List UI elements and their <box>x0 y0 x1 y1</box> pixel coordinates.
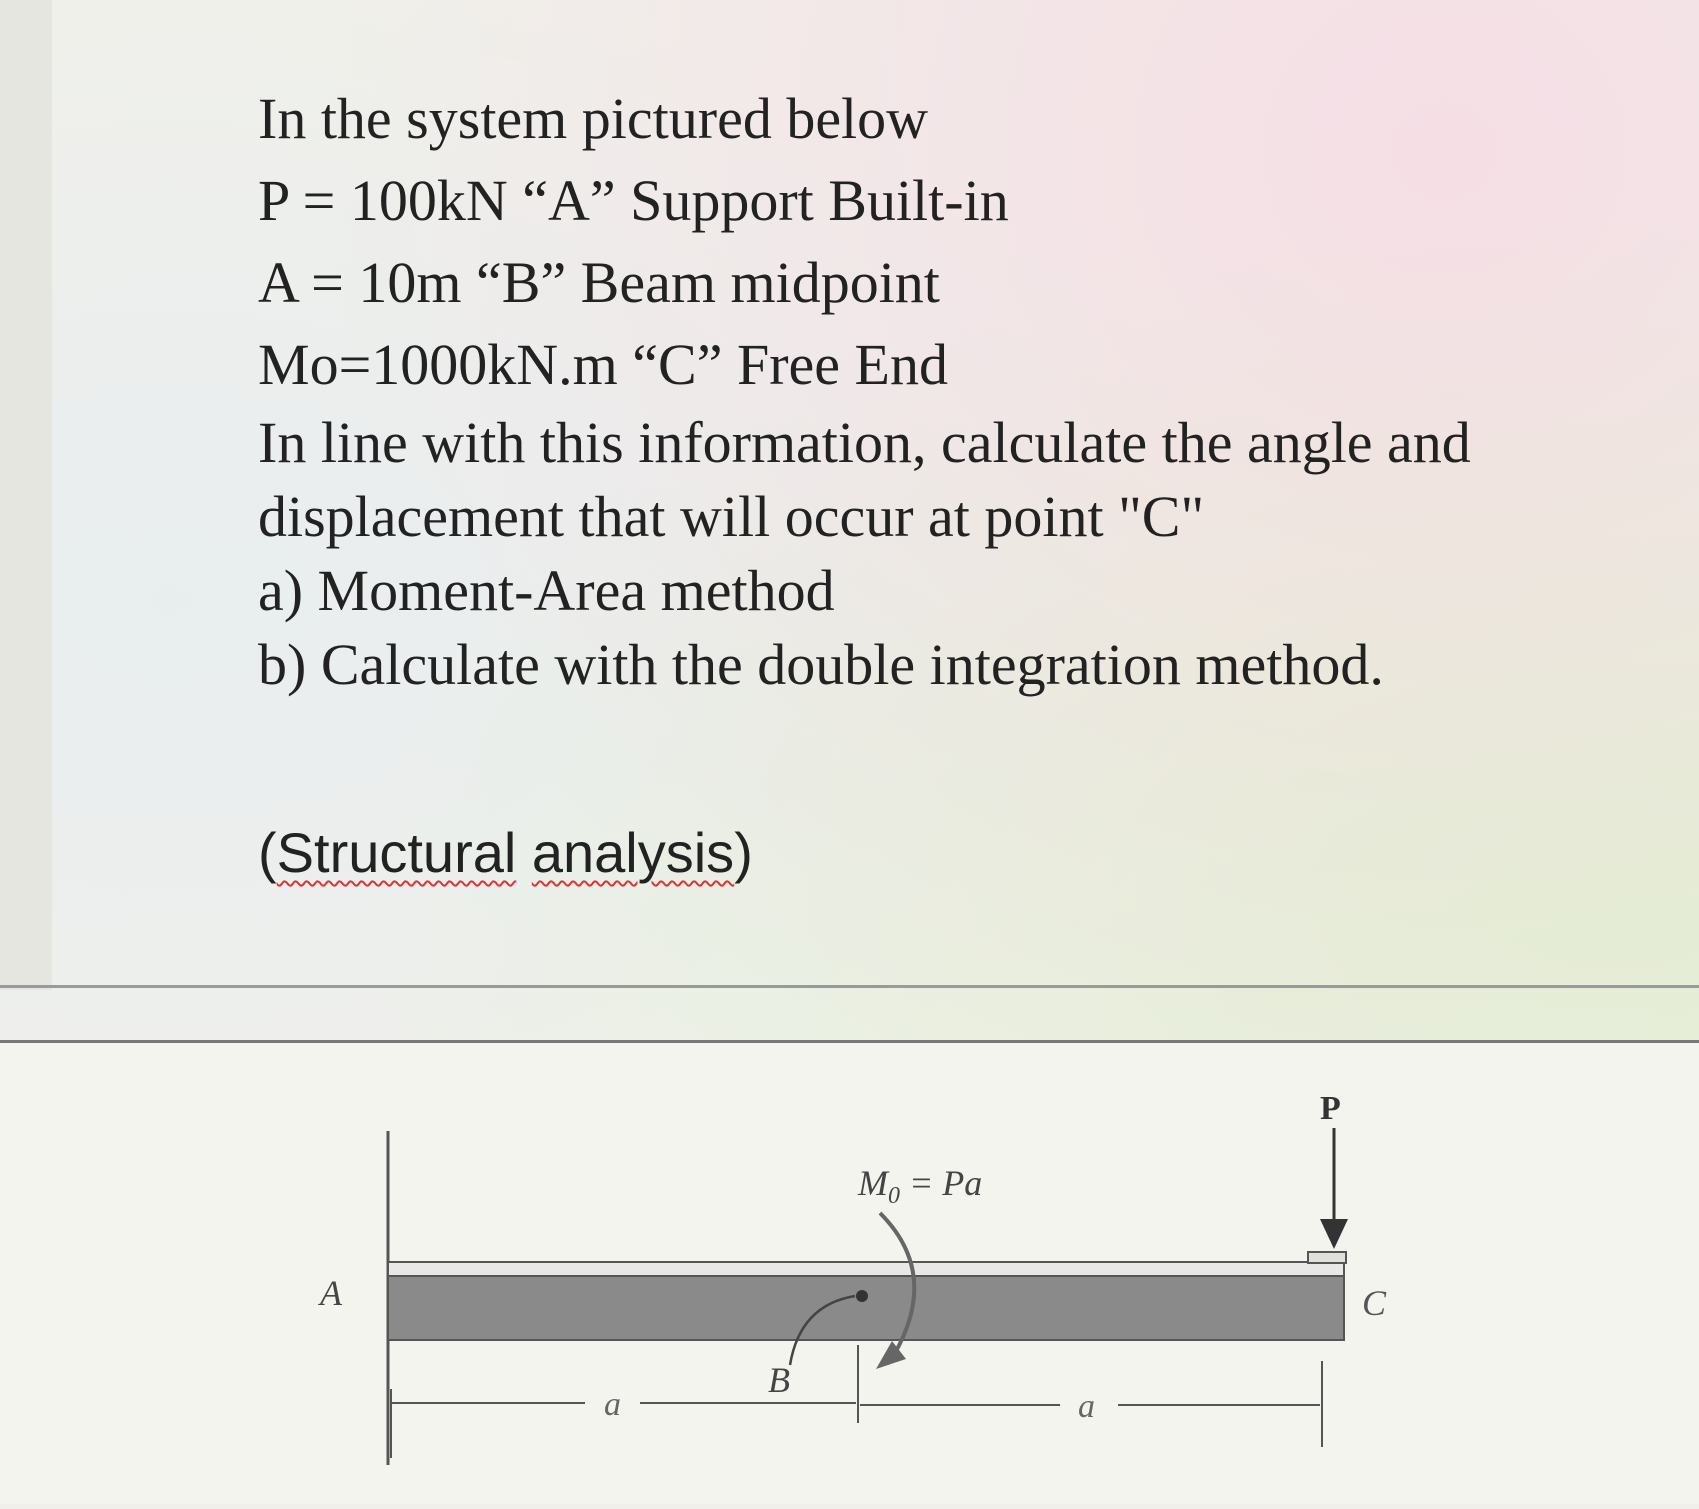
moment-label-m: M <box>858 1163 888 1203</box>
subject-close-paren: ) <box>734 821 753 884</box>
label-b: B <box>768 1360 790 1400</box>
subject-note <box>258 812 1658 894</box>
problem-line-3: A = 10m “B” Beam midpoint <box>258 250 940 315</box>
beam-diagram-panel <box>0 1043 1699 1504</box>
beam-diagram <box>0 1043 1699 1504</box>
problem-statement <box>258 78 1658 894</box>
problem-line-5: In line with this information, calculate the angle and <box>258 410 1471 475</box>
subject-word-analysis: analysis <box>531 821 735 884</box>
dim-label-a-right: a <box>1078 1388 1095 1425</box>
beam-top-flange <box>388 1262 1344 1276</box>
moment-label-rest: = Pa <box>900 1163 983 1203</box>
subject-word-structural: Structural <box>276 821 517 884</box>
problem-line-4: Mo=1000kN.m “C” Free End <box>258 332 948 397</box>
label-a: A <box>320 1273 342 1313</box>
moment-label <box>857 1163 982 1209</box>
subject-open-paren: ( <box>258 821 277 884</box>
moment-arrowhead <box>876 1341 906 1369</box>
force-p-arrowhead <box>1320 1219 1348 1249</box>
dim-label-a-left: a <box>604 1386 621 1423</box>
divider-line-top <box>0 985 1699 988</box>
left-edge-strip <box>0 0 52 990</box>
problem-line-2: P = 100kN “A” Support Built-in <box>258 168 1009 233</box>
beam-body <box>388 1276 1344 1340</box>
problem-line-6: displacement that will occur at point "C" <box>258 484 1205 549</box>
problem-line-7: a) Moment-Area method <box>258 558 835 623</box>
label-p: P <box>1320 1090 1341 1127</box>
load-plate <box>1308 1252 1346 1263</box>
problem-line-1: In the system pictured below <box>258 86 929 151</box>
point-b-dot <box>856 1290 868 1302</box>
problem-line-8: b) Calculate with the double integration method. <box>258 632 1384 697</box>
moment-label-sub: 0 <box>888 1183 900 1209</box>
label-c: C <box>1362 1283 1387 1323</box>
